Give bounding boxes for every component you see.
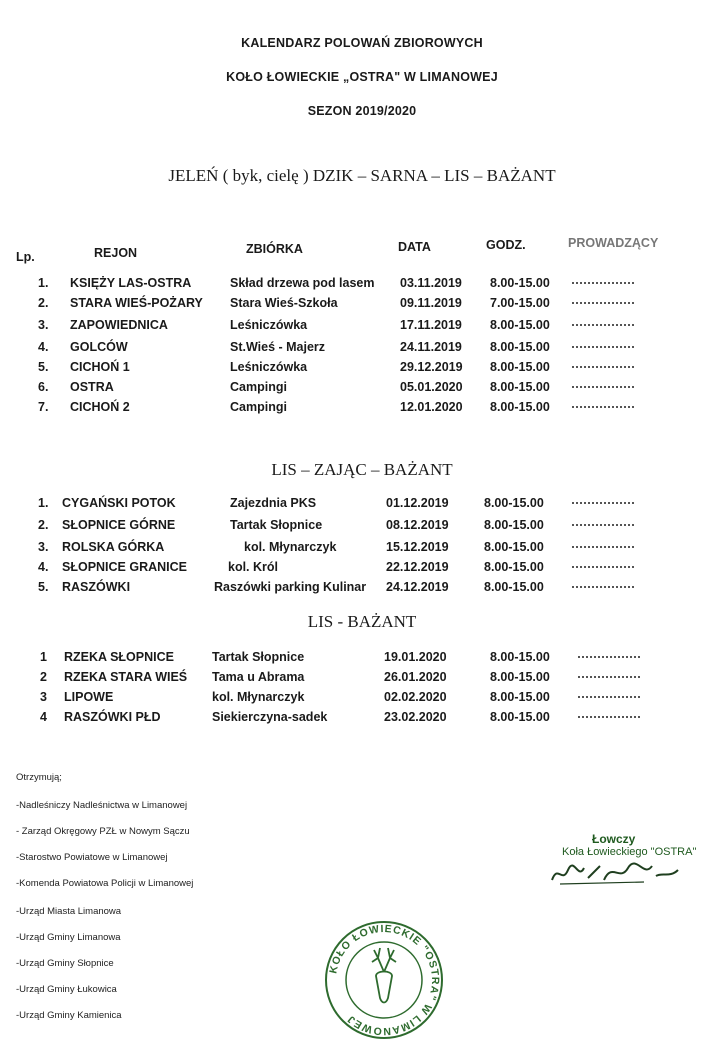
table-row — [0, 540, 724, 560]
row-lp: 1. — [38, 496, 49, 510]
row-meeting: Skład drzewa pod lasem — [230, 276, 375, 290]
row-lp: 2. — [38, 518, 49, 532]
table-row — [0, 690, 724, 710]
row-date: 03.11.2019 — [400, 276, 462, 290]
row-meeting: kol. Młynarczyk — [212, 690, 305, 704]
row-date: 22.12.2019 — [386, 560, 449, 574]
leader-placeholder — [572, 386, 634, 388]
document-title: KALENDARZ POLOWAŃ ZBIOROWYCH — [241, 36, 483, 50]
column-header-region: REJON — [94, 246, 138, 260]
row-hour: 8.00-15.00 — [490, 276, 550, 290]
row-hour: 8.00-15.00 — [490, 710, 550, 724]
row-hour: 8.00-15.00 — [484, 560, 544, 574]
row-meeting: Tama u Abrama — [212, 670, 305, 684]
row-region: ROLSKA GÓRKA — [62, 540, 165, 554]
column-header-hour: GODZ. — [486, 238, 526, 252]
row-region: CICHOŃ 1 — [70, 360, 130, 374]
row-region: GOLCÓW — [70, 340, 128, 354]
recipient-item: -Urząd Gminy Limanowa — [16, 932, 121, 943]
row-region: SŁOPNICE GRANICE — [62, 560, 188, 574]
row-region: ZAPOWIEDNICA — [70, 318, 168, 332]
row-lp: 6. — [38, 380, 49, 394]
leader-placeholder — [578, 676, 640, 678]
row-lp: 3. — [38, 540, 49, 554]
row-region: STARA WIEŚ-POŻARY — [70, 296, 203, 310]
table-row — [0, 710, 724, 730]
row-date: 24.12.2019 — [386, 580, 449, 594]
leader-placeholder — [572, 566, 634, 568]
row-hour: 8.00-15.00 — [490, 690, 550, 704]
leader-placeholder — [572, 282, 634, 284]
row-meeting: Tartak Słopnice — [230, 518, 323, 532]
row-hour: 8.00-15.00 — [490, 318, 550, 332]
recipient-item: -Starostwo Powiatowe w Limanowej — [16, 852, 168, 863]
row-meeting: Zajezdnia PKS — [230, 496, 317, 510]
row-lp: 2. — [38, 296, 49, 310]
row-hour: 8.00-15.00 — [490, 650, 550, 664]
row-lp: 3 — [40, 690, 47, 704]
row-meeting: Leśniczówka — [230, 318, 308, 332]
leader-placeholder — [578, 656, 640, 658]
club-seal-icon — [322, 918, 446, 1042]
row-lp: 3. — [38, 318, 49, 332]
row-date: 02.02.2020 — [384, 690, 447, 704]
row-region: CICHOŃ 2 — [70, 400, 130, 414]
row-meeting: kol. Młynarczyk — [244, 540, 337, 554]
row-region: CYGAŃSKI POTOK — [62, 496, 176, 510]
row-lp: 2 — [40, 670, 47, 684]
section-game-title-3: LIS - BAŻANT — [307, 612, 417, 631]
season-label: SEZON 2019/2020 — [307, 104, 417, 118]
recipient-item: -Komenda Powiatowa Policji w Limanowej — [16, 878, 194, 889]
table-row — [0, 496, 724, 516]
row-lp: 7. — [38, 400, 49, 414]
table-row — [0, 518, 724, 538]
row-meeting: Stara Wieś-Szkoła — [230, 296, 338, 310]
table-row — [0, 560, 724, 580]
row-hour: 8.00-15.00 — [484, 540, 544, 554]
row-region: SŁOPNICE GÓRNE — [62, 518, 176, 532]
row-meeting: Siekierczyna-sadek — [212, 710, 328, 724]
row-region: RASZÓWKI — [62, 580, 131, 594]
leader-placeholder — [572, 546, 634, 548]
leader-placeholder — [578, 696, 640, 698]
row-date: 08.12.2019 — [386, 518, 449, 532]
recipient-item: -Urząd Gminy Kamienica — [16, 1010, 122, 1021]
section-game-title-2: LIS – ZAJĄC – BAŻANT — [271, 460, 453, 479]
round-stamp — [322, 918, 446, 1042]
row-hour: 7.00-15.00 — [490, 296, 550, 310]
table-row — [0, 340, 724, 360]
recipient-item: -Nadleśniczy Nadleśnictwa w Limanowej — [16, 800, 188, 811]
row-region: KSIĘŻY LAS-OSTRA — [70, 276, 192, 290]
row-hour: 8.00-15.00 — [484, 496, 544, 510]
table-row — [0, 670, 724, 690]
leader-placeholder — [578, 716, 640, 718]
row-lp: 5. — [38, 360, 49, 374]
table-row — [0, 276, 724, 296]
row-region: LIPOWE — [64, 690, 114, 704]
row-lp: 5. — [38, 580, 49, 594]
row-hour: 8.00-15.00 — [490, 670, 550, 684]
row-meeting: Tartak Słopnice — [212, 650, 305, 664]
row-date: 19.01.2020 — [384, 650, 447, 664]
recipients-label: Otrzymują; — [16, 772, 62, 783]
row-date: 12.01.2020 — [400, 400, 463, 414]
row-date: 15.12.2019 — [386, 540, 449, 554]
row-lp: 1. — [38, 276, 49, 290]
row-meeting: St.Wieś - Majerz — [230, 340, 326, 354]
row-hour: 8.00-15.00 — [490, 360, 550, 374]
row-hour: 8.00-15.00 — [490, 380, 550, 394]
leader-placeholder — [572, 324, 634, 326]
recipient-item: -Urząd Gminy Łukowica — [16, 984, 117, 995]
recipient-item: -Urząd Gminy Słopnice — [16, 958, 114, 969]
row-hour: 8.00-15.00 — [490, 400, 550, 414]
row-meeting: Campingi — [230, 400, 287, 414]
signature-club: Koła Łowieckiego "OSTRA" — [562, 846, 697, 858]
row-meeting: Leśniczówka — [230, 360, 308, 374]
table-row — [0, 318, 724, 338]
row-date: 26.01.2020 — [384, 670, 447, 684]
row-lp: 1 — [40, 650, 47, 664]
row-date: 01.12.2019 — [386, 496, 449, 510]
table-row — [0, 360, 724, 380]
row-date: 24.11.2019 — [400, 340, 462, 354]
table-row — [0, 380, 724, 400]
column-header-lp: Lp. — [16, 250, 35, 264]
row-date: 05.01.2020 — [400, 380, 463, 394]
row-lp: 4. — [38, 560, 49, 574]
row-meeting: Raszówki parking Kulinar — [214, 580, 367, 594]
recipient-item: -Urząd Miasta Limanowa — [16, 906, 122, 917]
signature-role: Łowczy — [592, 832, 636, 846]
table-row — [0, 296, 724, 316]
svg-text:KOŁO ŁOWIECKIE "OSTRA" W LIMAN: KOŁO ŁOWIECKIE "OSTRA" W LIMANOWEJ — [327, 922, 442, 1038]
row-date: 17.11.2019 — [400, 318, 462, 332]
leader-placeholder — [572, 502, 634, 504]
leader-placeholder — [572, 302, 634, 304]
row-hour: 8.00-15.00 — [490, 340, 550, 354]
table-row — [0, 580, 724, 600]
row-region: RASZÓWKI PŁD — [64, 710, 161, 724]
club-name: KOŁO ŁOWIECKIE „OSTRA" W LIMANOWEJ — [226, 70, 498, 84]
leader-placeholder — [572, 366, 634, 368]
row-date: 29.12.2019 — [400, 360, 463, 374]
row-date: 23.02.2020 — [384, 710, 447, 724]
row-region: OSTRA — [70, 380, 114, 394]
column-header-leader: PROWADZĄCY — [568, 236, 659, 250]
leader-placeholder — [572, 346, 634, 348]
row-region: RZEKA SŁOPNICE — [64, 650, 174, 664]
row-meeting: Campingi — [230, 380, 287, 394]
leader-placeholder — [572, 524, 634, 526]
table-row — [0, 650, 724, 670]
row-meeting: kol. Król — [228, 560, 279, 574]
row-lp: 4 — [40, 710, 47, 724]
row-region: RZEKA STARA WIEŚ — [64, 670, 188, 684]
table-row — [0, 400, 724, 420]
row-hour: 8.00-15.00 — [484, 580, 544, 594]
row-hour: 8.00-15.00 — [484, 518, 544, 532]
row-lp: 4. — [38, 340, 49, 354]
recipient-item: - Zarząd Okręgowy PZŁ w Nowym Sączu — [16, 826, 190, 837]
section-game-title-1: JELEŃ ( byk, cielę ) DZIK – SARNA – LIS – BAŻANT — [168, 166, 556, 185]
column-header-date: DATA — [398, 240, 431, 254]
leader-placeholder — [572, 586, 634, 588]
leader-placeholder — [572, 406, 634, 408]
row-date: 09.11.2019 — [400, 296, 462, 310]
column-header-meeting: ZBIÓRKA — [246, 242, 303, 256]
handwritten-signature — [548, 858, 688, 888]
